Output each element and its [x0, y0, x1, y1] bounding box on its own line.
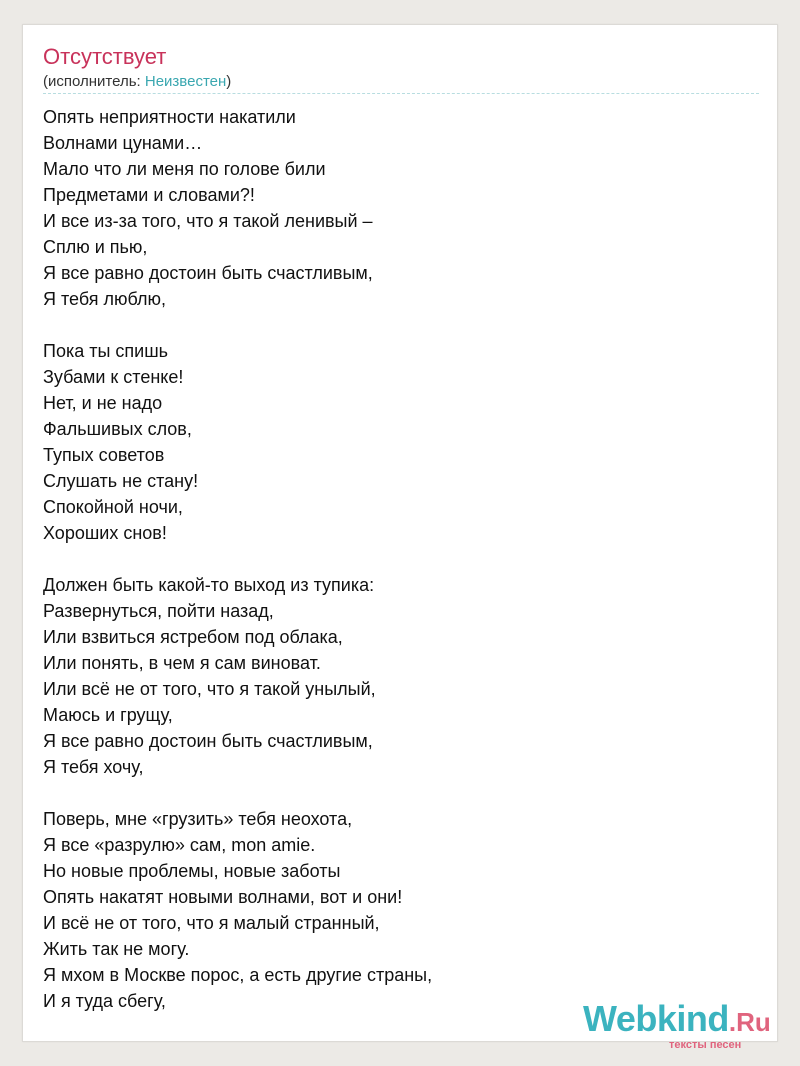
performer-link[interactable]: Неизвестен [144, 73, 227, 90]
lyrics-line: Мало что ли меня по голове били [43, 159, 326, 179]
lyrics-line: Или взвиться ястребом под облака, [43, 627, 343, 647]
lyrics-line: Волнами цунами… [43, 133, 203, 153]
logo-word: Webkind [583, 998, 729, 1039]
lyrics-page [22, 24, 778, 1051]
lyrics-line: Опять накатят новыми волнами, вот и они! [43, 887, 403, 907]
lyrics-line: Зубами к стенке! [43, 367, 184, 387]
lyrics-line: И я туда сбегу, [43, 991, 166, 1011]
lyrics-line: Хороших снов! [43, 523, 167, 543]
song-title: Отсутствует [43, 44, 167, 69]
lyrics-line: Должен быть какой-то выход из тупика: [43, 575, 375, 595]
lyrics-line: И все из-за того, что я такой ленивый – [43, 211, 373, 231]
lyrics-line: Поверь, мне «грузить» тебя неохота, [43, 809, 353, 829]
lyrics-line: Или понять, в чем я сам виноват. [43, 653, 321, 673]
lyrics-line: Я мхом в Москве порос, а есть другие страны, [43, 965, 433, 985]
lyrics-line: Я все равно достоин быть счастливым, [43, 263, 373, 283]
performer-prefix: (исполнитель: [43, 73, 145, 90]
lyrics-line: Пока ты спишь [43, 341, 169, 361]
lyrics-line: Предметами и словами?! [43, 185, 255, 205]
lyrics-line: Я тебя люблю, [43, 289, 167, 309]
lyrics-line: Я все равно достоин быть счастливым, [43, 731, 373, 751]
logo-tagline: тексты песен [669, 1039, 742, 1051]
lyrics-line: Маюсь и грущу, [43, 705, 173, 725]
lyrics-line: Нет, и не надо [43, 393, 163, 413]
performer-line [43, 72, 231, 92]
lyrics-body [43, 104, 743, 1014]
lyrics-line: Я все «разрулю» сам, mon amie. [43, 835, 316, 855]
logo-tld: .Ru [728, 1007, 771, 1037]
title-separator [43, 93, 759, 94]
performer-suffix: ) [226, 73, 232, 90]
lyrics-line: Но новые проблемы, новые заботы [43, 861, 341, 881]
lyrics-line: Или всё не от того, что я такой унылый, [43, 679, 376, 699]
lyrics-line: Слушать не стану! [43, 471, 199, 491]
lyrics-line: Спокойной ночи, [43, 497, 183, 517]
lyrics-stanza [43, 104, 743, 312]
site-logo[interactable] [583, 999, 783, 1059]
lyrics-line: Жить так не могу. [43, 939, 190, 959]
lyrics-line: Развернуться, пойти назад, [43, 601, 274, 621]
lyrics-line: Опять неприятности накатили [43, 107, 296, 127]
lyrics-stanza [43, 338, 743, 546]
lyrics-line: И всё не от того, что я малый странный, [43, 913, 380, 933]
lyrics-line: Я тебя хочу, [43, 757, 144, 777]
lyrics-line: Фальшивых слов, [43, 419, 192, 439]
lyrics-line: Сплю и пью, [43, 237, 148, 257]
lyrics-line: Тупых советов [43, 445, 165, 465]
lyrics-stanza [43, 572, 743, 780]
lyrics-stanza [43, 806, 743, 1014]
